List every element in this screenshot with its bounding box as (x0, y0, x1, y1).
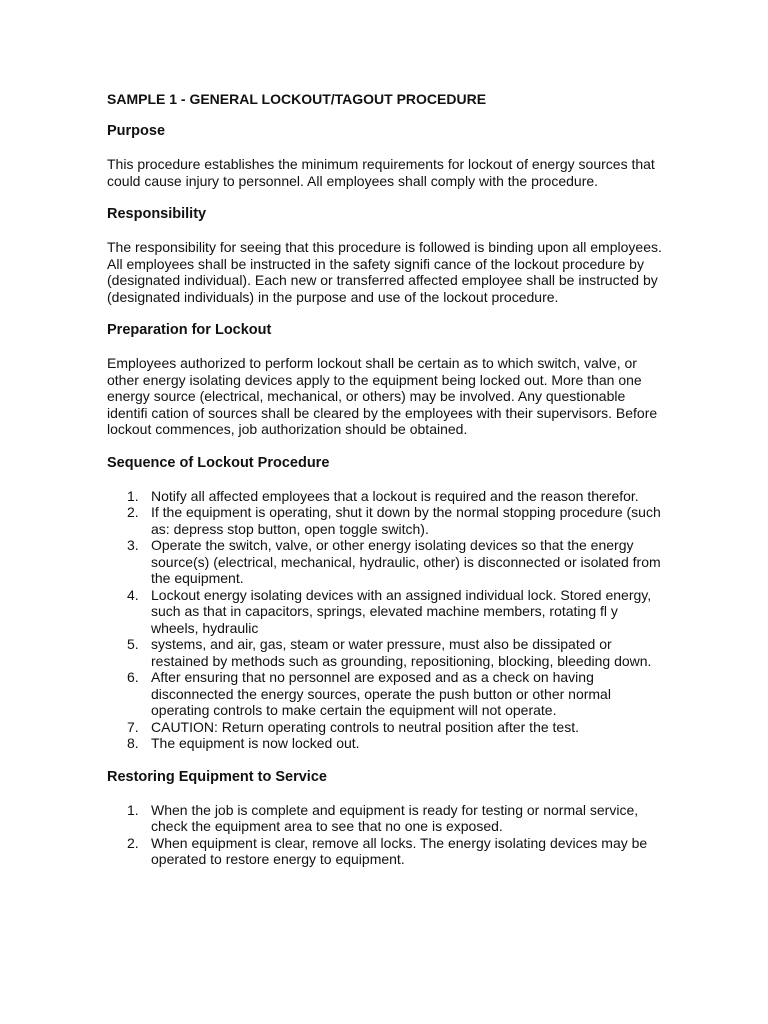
step-text: The equipment is now locked out. (151, 735, 360, 751)
step-text: Operate the switch, valve, or other energy isolating devices so that the energy source(s) (electrical, mechanical, hydraulic, other) is disconnected or isolated from the equipment. (151, 537, 661, 586)
preparation-text: Employees authorized to perform lockout shall be certain as to which switch, valve, or other energy isolating devices apply to the equipment being locked out. More than one energy source (electrical, mechanical, or others) may be involved. Any questionable identifi cation of sources shall be cleared by the employees with their supervisors. Before lockout commences, job authorization should be obtained. (107, 355, 658, 437)
responsibility-heading: Responsibility (107, 206, 207, 222)
step-number: 7. (127, 718, 139, 735)
step-number: 1. (127, 801, 139, 818)
list-item (107, 835, 667, 868)
purpose-heading: Purpose (107, 123, 166, 139)
purpose-text: This procedure establishes the minimum requirements for lockout of energy sources that could cause injury to personnel. All employees shall comply with the procedure. (107, 156, 655, 189)
document-page (107, 90, 667, 884)
step-text: Lockout energy isolating devices with an assigned individual lock. Stored energy, such as that in capacitors, springs, elevated machine members, rotating fl y wheels, hydraulic (151, 586, 652, 636)
preparation-heading: Preparation for Lockout (107, 322, 272, 338)
step-text: CAUTION: Return operating controls to neutral position after the test. (151, 718, 579, 735)
sequence-heading: Sequence of Lockout Procedure (107, 454, 330, 471)
list-item (107, 735, 667, 752)
list-item (107, 636, 667, 669)
step-text: If the equipment is operating, shut it down by the normal stopping procedure (such as: depress stop button, open toggle switch). (151, 504, 661, 537)
responsibility-text: The responsibility for seeing that this procedure is followed is binding upon all employees. All employees shall be instructed in the safety signifi cance of the lockout procedure by (designated individual). Each new or transferred affected employee shall be instructed by (designated individuals) in the purpose and use of the lockout procedure. (107, 239, 662, 305)
step-number: 1. (127, 487, 139, 504)
list-item (107, 537, 667, 587)
list-item (107, 802, 667, 835)
restoring-steps-list (107, 802, 667, 868)
sequence-steps-list (107, 488, 667, 752)
step-text: Notify all affected employees that a lockout is required and the reason therefor. (151, 487, 639, 504)
list-item (107, 488, 667, 505)
step-number: 4. (127, 586, 139, 603)
step-number: 3. (127, 537, 139, 553)
list-item (107, 587, 667, 637)
step-number: 8. (127, 735, 139, 751)
document-title: SAMPLE 1 - GENERAL LOCKOUT/TAGOUT PROCEDURE (107, 91, 487, 107)
step-number: 5. (127, 636, 139, 652)
restoring-heading: Restoring Equipment to Service (107, 768, 327, 785)
step-text: systems, and air, gas, steam or water pressure, must also be dissipated or restained by methods such as grounding, repositioning, blocking, bleeding down. (151, 636, 652, 669)
step-text: After ensuring that no personnel are exposed and as a check on having disconnected the energy sources, operate the push button or other normal operating controls to make certain the equipment will not operate. (151, 669, 611, 718)
step-number: 2. (127, 834, 139, 851)
step-text: When equipment is clear, remove all locks. The energy isolating devices may be operated to restore energy to equipment. (151, 834, 648, 867)
step-number: 2. (127, 504, 139, 520)
step-number: 6. (127, 669, 139, 685)
list-item (107, 669, 667, 719)
list-item (107, 504, 667, 537)
list-item (107, 719, 667, 736)
step-text: When the job is complete and equipment is ready for testing or normal service, check the equipment area to see that no one is exposed. (151, 801, 639, 834)
